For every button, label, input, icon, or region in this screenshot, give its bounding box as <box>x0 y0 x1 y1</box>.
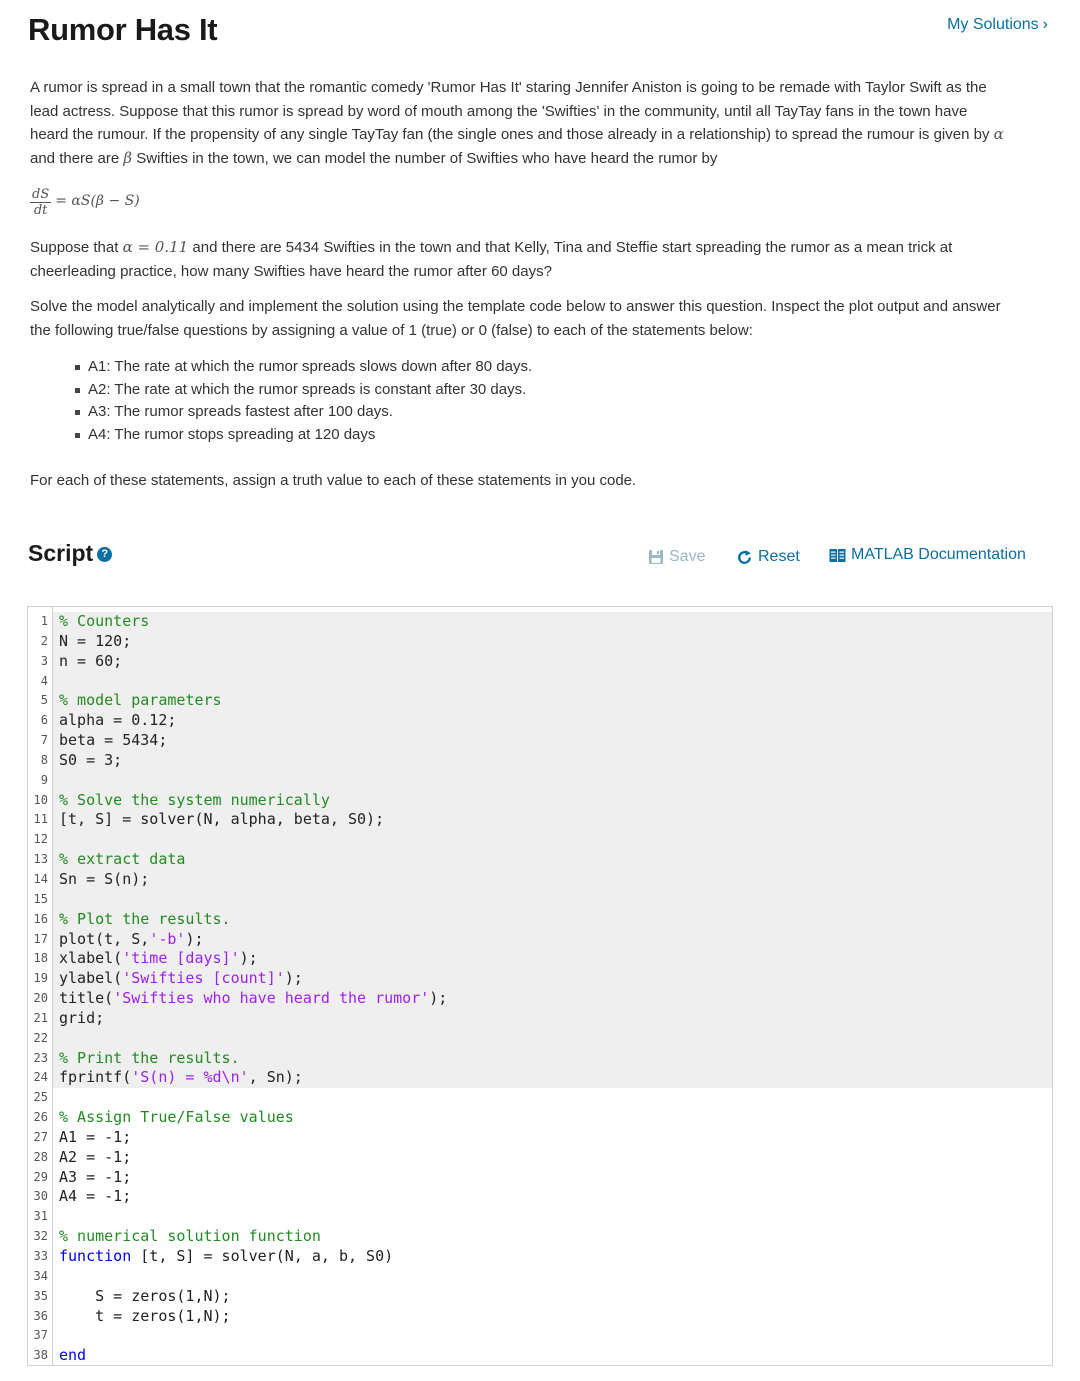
line-number: 3 <box>40 653 48 668</box>
code-comment: % Plot the results. <box>59 909 231 928</box>
code-line[interactable] <box>40 672 1052 692</box>
code-token: A2 = -1; <box>59 1147 132 1166</box>
code-comment: % model parameters <box>59 691 222 710</box>
line-number: 35 <box>33 1288 48 1303</box>
code-text <box>53 850 185 868</box>
code-line[interactable] <box>33 1008 1052 1029</box>
chevron-right-icon: › <box>1042 16 1048 33</box>
code-token: A1 = -1; <box>59 1127 132 1146</box>
code-token: alpha = 0.12; <box>59 711 177 730</box>
code-text <box>53 1267 59 1285</box>
code-line[interactable] <box>33 1286 1052 1307</box>
code-string: 'S(n) = %d\n' <box>131 1068 249 1087</box>
code-token: title( <box>59 989 114 1008</box>
code-line[interactable] <box>33 989 1052 1009</box>
line-number: 15 <box>33 891 48 906</box>
code-text <box>53 1168 131 1186</box>
code-text <box>53 691 222 709</box>
code-text <box>53 1049 240 1067</box>
code-string: 'Swifties [count]' <box>122 969 285 988</box>
page-title: Rumor Has It <box>28 12 218 47</box>
code-text <box>53 652 122 670</box>
code-text <box>53 1029 59 1047</box>
code-string: 'time [days]' <box>122 949 240 968</box>
code-line[interactable] <box>40 750 1052 771</box>
code-line[interactable] <box>33 1187 1052 1207</box>
differential-equation <box>30 180 1005 224</box>
code-text <box>53 930 204 948</box>
code-line[interactable] <box>33 969 1052 989</box>
line-number: 32 <box>33 1229 48 1244</box>
code-token: [t, S] = solver(N, alpha, beta, S0); <box>59 810 385 829</box>
code-token: fprintf( <box>59 1068 132 1087</box>
script-toolbar <box>0 546 1080 570</box>
line-number: 24 <box>33 1070 48 1085</box>
code-token: , Sn); <box>248 1068 303 1087</box>
code-token: [t, S] = solver(N, a, b, S0) <box>131 1247 394 1265</box>
line-number: 19 <box>33 971 48 986</box>
code-token: grid; <box>59 1008 105 1027</box>
code-text <box>53 1287 231 1305</box>
code-text <box>53 612 149 630</box>
code-line[interactable] <box>33 890 1052 910</box>
code-string: '-b' <box>149 929 186 948</box>
code-line[interactable] <box>33 1147 1052 1168</box>
statement-list <box>30 356 1005 447</box>
code-text <box>53 1088 59 1106</box>
list-item: A2: The rate at which the rumor spreads is constant after 30 days. <box>88 379 1005 402</box>
code-line[interactable] <box>33 1346 1052 1366</box>
code-text <box>53 632 131 650</box>
my-solutions-label: My Solutions <box>947 16 1039 33</box>
reset-icon <box>736 549 753 566</box>
beta-symbol: β <box>123 148 133 167</box>
code-text <box>53 989 447 1007</box>
code-token: N = 120; <box>59 631 132 650</box>
code-line[interactable] <box>33 929 1052 950</box>
code-string: 'Swifties who have heard the rumor' <box>113 989 430 1008</box>
code-token: xlabel( <box>59 949 123 968</box>
eq-denominator: dt <box>33 202 48 218</box>
code-comment: % numerical solution function <box>59 1227 321 1246</box>
code-line[interactable] <box>33 1127 1052 1148</box>
code-line[interactable] <box>33 869 1052 890</box>
line-number: 27 <box>33 1129 48 1144</box>
code-line[interactable] <box>33 1306 1052 1327</box>
code-text <box>53 1068 303 1086</box>
code-line[interactable] <box>40 771 1052 791</box>
code-line[interactable] <box>33 1029 1052 1049</box>
save-icon <box>648 549 664 565</box>
problem-description <box>30 76 1005 492</box>
description-para-2: Suppose that α = 0.11 and there are 5434 Swifties in the town and that Kelly, Tina and Steffie start spreading the rumor as a mean trick at cheerleading practice, how many Swifties have heard the rumor after 60 days? <box>30 238 953 280</box>
code-text <box>53 711 176 729</box>
code-text <box>53 1148 131 1166</box>
code-token: ); <box>239 949 258 968</box>
line-number: 26 <box>33 1110 48 1125</box>
code-line[interactable] <box>33 790 1052 811</box>
code-text <box>53 969 303 987</box>
code-text <box>53 1128 131 1146</box>
code-line[interactable] <box>40 711 1052 731</box>
line-number: 8 <box>40 752 48 767</box>
alpha-symbol: α <box>993 125 1004 143</box>
code-comment: % Solve the system numerically <box>59 790 330 809</box>
line-number: 34 <box>33 1268 48 1283</box>
list-item: A4: The rumor stops spreading at 120 days <box>88 424 1005 447</box>
code-text <box>53 1247 393 1265</box>
line-number: 6 <box>40 713 48 728</box>
code-comment: % extract data <box>59 850 186 869</box>
line-number: 22 <box>33 1030 48 1045</box>
line-number: 16 <box>33 911 48 926</box>
code-text <box>53 890 59 908</box>
line-number: 4 <box>40 673 48 688</box>
line-number: 14 <box>33 871 48 886</box>
code-text <box>53 870 149 888</box>
code-text <box>53 1326 59 1344</box>
code-text <box>53 830 59 848</box>
code-token: ); <box>185 929 204 948</box>
code-editor[interactable] <box>27 606 1053 1366</box>
doc-label: MATLAB Documentation <box>851 546 1026 563</box>
list-item: A3: The rumor spreads fastest after 100 days. <box>88 401 1005 424</box>
code-token: ylabel( <box>59 969 123 988</box>
alpha-value: α = 0.11 <box>122 238 189 256</box>
code-line[interactable] <box>40 651 1052 672</box>
code-line[interactable] <box>40 612 1052 632</box>
line-number: 29 <box>33 1169 48 1184</box>
code-text <box>53 1227 321 1245</box>
code-line[interactable] <box>40 691 1052 711</box>
save-button[interactable] <box>648 548 705 566</box>
description-para-3: Solve the model analytically and implement the solution using the template code below to answer this question. Inspect the plot output and answer the following true/false questions by assigning a value of 1 (true) or 0 (false) to each of the statements below: <box>30 298 1001 339</box>
code-keyword: function <box>59 1247 132 1265</box>
code-token: ); <box>429 989 448 1008</box>
code-line[interactable] <box>33 1068 1052 1088</box>
eq-numerator: dS <box>32 186 50 202</box>
code-token: S0 = 3; <box>59 750 123 769</box>
line-number: 2 <box>40 633 48 648</box>
code-line[interactable] <box>33 1207 1052 1227</box>
line-number: 33 <box>33 1249 48 1263</box>
matlab-documentation-link[interactable] <box>829 546 1026 564</box>
code-token: A4 = -1; <box>59 1187 132 1206</box>
line-number: 10 <box>33 792 48 807</box>
line-number: 17 <box>33 931 48 946</box>
code-line[interactable] <box>33 949 1052 969</box>
derivative-fraction <box>30 187 51 218</box>
code-text <box>53 810 384 828</box>
code-keyword: end <box>59 1346 87 1365</box>
line-number: 9 <box>40 772 48 787</box>
code-line[interactable] <box>40 631 1052 652</box>
code-line[interactable] <box>33 1167 1052 1188</box>
line-number: 1 <box>40 614 48 628</box>
code-text <box>53 1346 86 1364</box>
script-heading: Script ? <box>28 540 112 567</box>
code-token: A3 = -1; <box>59 1167 132 1186</box>
code-line[interactable] <box>33 1048 1052 1069</box>
description-para-4: For each of these statements, assign a truth value to each of these statements in you code. <box>30 471 637 489</box>
code-line[interactable] <box>40 731 1052 751</box>
code-token: plot(t, S, <box>59 929 150 948</box>
code-text <box>53 771 59 789</box>
line-number: 20 <box>33 991 48 1006</box>
code-text <box>53 751 122 769</box>
code-line[interactable] <box>33 1108 1052 1128</box>
code-text <box>53 1307 231 1325</box>
line-number: 21 <box>33 1010 48 1025</box>
save-label: Save <box>669 548 706 565</box>
line-number: 13 <box>33 852 48 867</box>
code-token: beta = 5434; <box>59 731 168 750</box>
code-comment: % Assign True/False values <box>59 1108 294 1127</box>
code-text <box>53 791 330 809</box>
code-text <box>53 1009 104 1027</box>
line-number: 31 <box>33 1209 48 1224</box>
code-comment: % Counters <box>59 612 150 630</box>
line-number: 12 <box>33 832 48 847</box>
eq-right-side: = αS(β − S) <box>55 193 140 210</box>
code-line[interactable] <box>33 909 1052 930</box>
line-number: 5 <box>40 693 48 708</box>
code-text <box>53 949 258 967</box>
reset-button[interactable] <box>736 548 800 566</box>
line-number: 25 <box>33 1090 48 1105</box>
code-line[interactable] <box>33 830 1052 850</box>
reset-label: Reset <box>758 548 800 565</box>
code-text <box>53 1108 294 1126</box>
code-token: t = zeros(1,N); <box>59 1306 231 1325</box>
line-number: 11 <box>33 812 48 827</box>
line-number: 18 <box>33 951 48 966</box>
line-number: 7 <box>40 733 48 748</box>
code-line[interactable] <box>33 1227 1052 1247</box>
line-number: 38 <box>33 1348 48 1363</box>
code-token: Sn = S(n); <box>59 869 150 888</box>
line-number: 37 <box>33 1328 48 1343</box>
code-text <box>53 910 231 928</box>
code-line[interactable] <box>33 850 1052 870</box>
code-line[interactable] <box>33 1326 1052 1346</box>
code-lines[interactable] <box>33 612 1052 1366</box>
line-number: 30 <box>33 1189 48 1204</box>
code-token: S = zeros(1,N); <box>59 1286 231 1305</box>
code-text <box>53 731 167 749</box>
line-number: 23 <box>33 1050 48 1065</box>
help-icon[interactable]: ? <box>97 547 112 562</box>
code-token: ); <box>284 969 303 988</box>
list-item: A1: The rate at which the rumor spreads slows down after 80 days. <box>88 356 1005 379</box>
code-line[interactable] <box>33 810 1052 830</box>
code-comment: % Print the results. <box>59 1048 240 1067</box>
code-line[interactable] <box>33 1088 1052 1108</box>
code-text <box>53 1187 131 1205</box>
line-number: 36 <box>33 1308 48 1323</box>
code-text <box>53 672 59 690</box>
code-token: n = 60; <box>59 651 123 670</box>
code-line[interactable] <box>33 1247 1052 1267</box>
code-line[interactable] <box>33 1267 1052 1287</box>
my-solutions-link[interactable] <box>947 16 1048 34</box>
description-para-1: A rumor is spread in a small town that the romantic comedy 'Rumor Has It' staring Jennifer Aniston is going to be remade with Taylor Swift as the lead actress. Suppose that this rumor is spread by word of mouth among the 'Swifties' in the community, until all TayTay fans in the town have heard the rumour. If the propensity of any single TayTay fan (the single ones and those already in a relationship) to spread the rumour is given by α and there are β Swifties in the town, we can model the number of Swifties who have heard the rumor by <box>30 79 1004 167</box>
code-text <box>53 1207 59 1225</box>
line-number: 28 <box>33 1149 48 1164</box>
book-icon <box>829 548 846 563</box>
